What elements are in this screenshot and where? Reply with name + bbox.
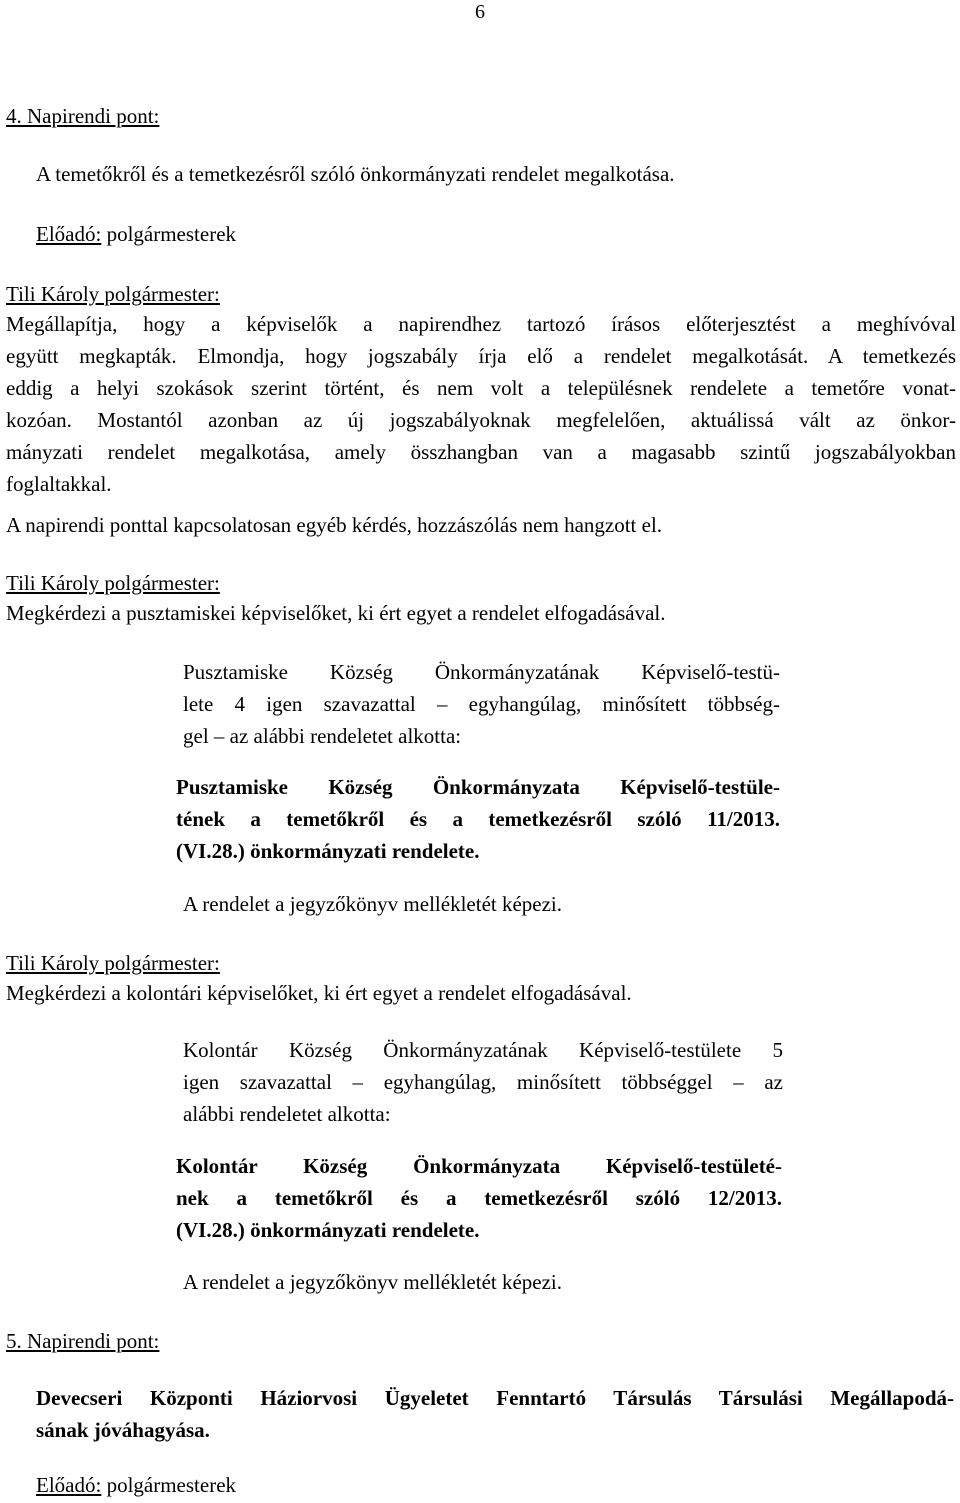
presenter-label: Előadó: [36, 222, 102, 246]
speech1-text [6, 308, 956, 500]
item5-heading: 5. Napirendi pont: [6, 1329, 160, 1353]
item4-presenter [36, 218, 236, 250]
title-line: nek a temetőkről és a temetkezésről szóló 12/2013. [176, 1186, 782, 1210]
subject-line: sának jóváhagyása. [36, 1418, 210, 1442]
decision1-text [183, 656, 780, 752]
no-comments-note: A napirendi ponttal kapcsolatosan egyéb kérdés, hozzászólás nem hangzott el. [6, 513, 663, 537]
title-line: (VI.28.) önkormányzati rendelete. [176, 839, 480, 863]
page-number: 6 [475, 1, 485, 23]
item4-subject: A temetőkről és a temetkezésről szóló önkormányzati rendelet megalkotása. [36, 162, 675, 186]
text-line: Pusztamiske Község Önkormányzatának Képviselő-testü- [183, 660, 780, 684]
item4-heading: 4. Napirendi pont: [6, 104, 160, 128]
speaker-label: Tili Károly polgármester: [6, 571, 220, 595]
title-line: Kolontár Község Önkormányzata Képviselő-testületé- [176, 1154, 782, 1178]
decision1-note: A rendelet a jegyzőkönyv mellékletét képezi. [183, 892, 563, 916]
presenter-value: polgármesterek [101, 1473, 237, 1497]
presenter-value: polgármesterek [101, 222, 237, 246]
text-line: kozóan. Mostantól azonban az új jogszabályoknak megfelelően, aktuálissá vált az önkor- [6, 408, 956, 432]
text-line: igen szavazattal – egyhangúlag, minősített többséggel – az [183, 1070, 783, 1094]
text-line: együtt megkapták. Elmondja, hogy jogszabály írja elő a rendelet megalkotását. A temetkezés [6, 344, 956, 368]
speech2-text: Megkérdezi a pusztamiskei képviselőket, ki ért egyet a rendelet elfogadásával. [6, 601, 666, 625]
text-line: gel – az alábbi rendeletet alkotta: [183, 724, 462, 748]
title-line: Pusztamiske Község Önkormányzata Képviselő-testüle- [176, 775, 780, 799]
presenter-label: Előadó: [36, 1473, 102, 1497]
subject-line: Devecseri Központi Háziorvosi Ügyeletet Fenntartó Társulás Társulási Megállapodá- [36, 1386, 954, 1410]
decision2-text [183, 1034, 783, 1130]
text-line: lete 4 igen szavazattal – egyhangúlag, minősített többség- [183, 692, 780, 716]
text-line: foglaltakkal. [6, 472, 112, 496]
title-line: (VI.28.) önkormányzati rendelete. [176, 1218, 480, 1242]
item5-subject [36, 1382, 954, 1446]
text-line: alábbi rendeletet alkotta: [183, 1102, 391, 1126]
text-line: Megállapítja, hogy a képviselők a napirendhez tartozó írásos előterjesztést a meghívóval [6, 312, 956, 336]
text-line: Kolontár Község Önkormányzatának Képviselő-testülete 5 [183, 1038, 783, 1062]
decision1-title [176, 771, 780, 867]
text-line: eddig a helyi szokások szerint történt, és nem volt a településnek rendelete a temetőre vonat- [6, 376, 956, 400]
speaker-label: Tili Károly polgármester: [6, 951, 220, 975]
decision2-note: A rendelet a jegyzőkönyv mellékletét képezi. [183, 1270, 563, 1294]
title-line: tének a temetőkről és a temetkezésről szóló 11/2013. [176, 807, 780, 831]
decision2-title [176, 1150, 782, 1246]
speaker-label: Tili Károly polgármester: [6, 282, 220, 306]
speech3-text: Megkérdezi a kolontári képviselőket, ki ért egyet a rendelet elfogadásával. [6, 981, 632, 1005]
item5-presenter [36, 1469, 236, 1501]
text-line: mányzati rendelet megalkotása, amely összhangban van a magasabb szintű jogszabályokban [6, 440, 956, 464]
